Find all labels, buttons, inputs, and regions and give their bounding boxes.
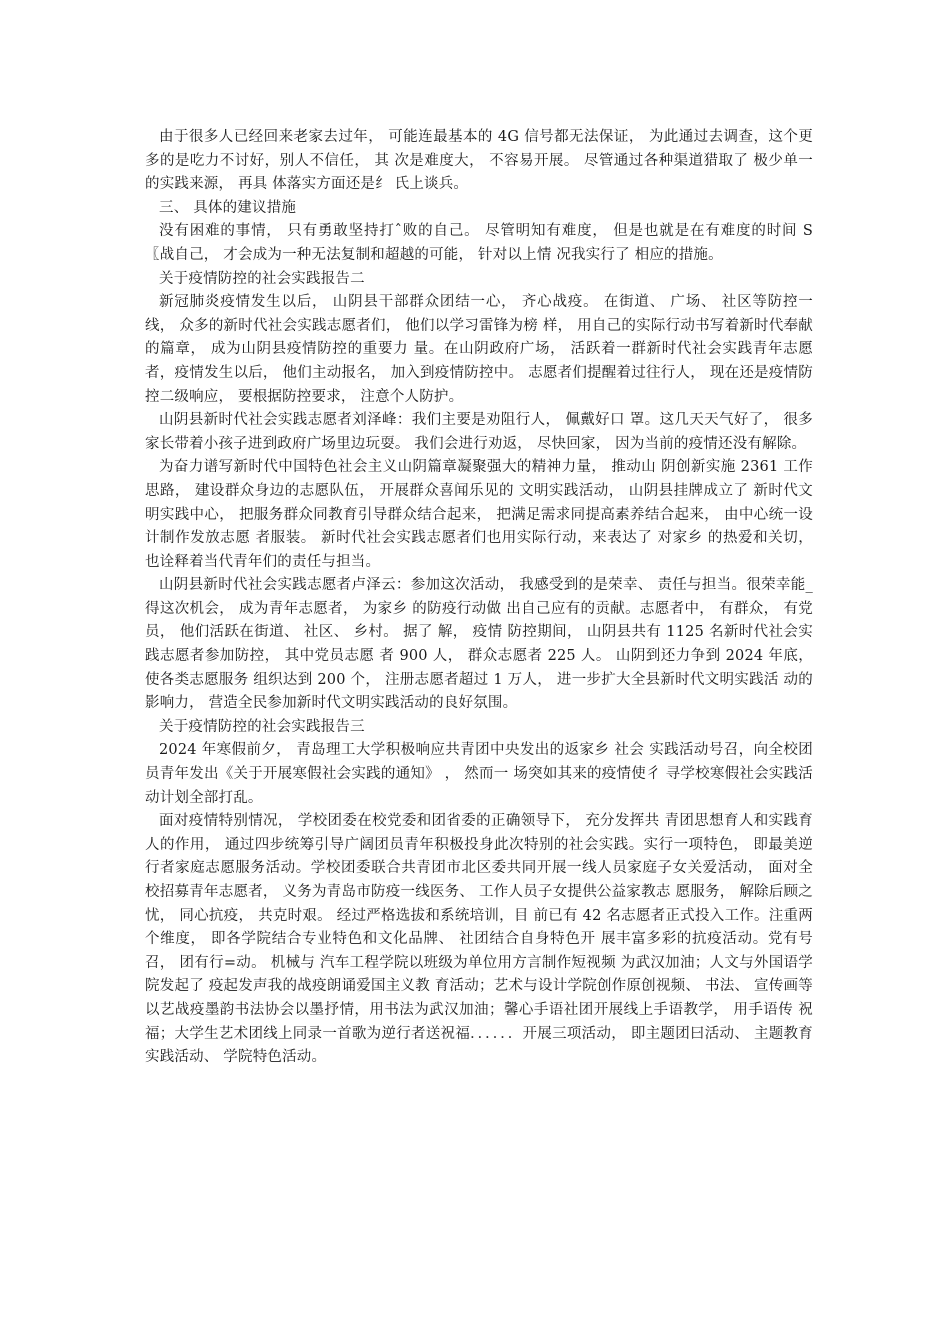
paragraph-intro-difficulty: 由于很多人已经回来老家去过年， 可能连最基本的 4G 信号都无法保证， 为此通过去调查，这个更多的是吃力不讨好，别人不信任， 其 次是难度大， 不容易开展。 尽管通过各种渠道猎取了 极少单一的实践来源， 再具 体落实方面还是纟 氏上谈兵。 — [145, 129, 813, 193]
paragraph-lu-zeyun-quote: 山阴县新时代社会实践志愿者卢泽云：参加这次活动， 我感受到的是荣幸、 责任与担当。很荣幸能_得这次机会， 成为青年志愿者， 为家乡 的防疫行动做 出自己应有的贡献。志愿者中， 有群众， 有党员， 他们活跃在街道、 社区、 乡村。 据了 解， 疫情 防控期间， 山阴县共有 1125 名新时代社会实践志愿者参加防控， 其中党员志愿 者 900 人， 群众志愿者 225 人。 山阴到还力争到 2024 年底， 使各类志愿服务 组织达到 200 个， 注册志愿者超过 1 万人， 进一步扩大全县新时代文明实践活 动的影响力， 营造全民参加新时代文明实践活动的良好氛围。 — [145, 577, 813, 712]
section-heading-suggestions: 三、 具体的建议措施 — [159, 199, 297, 216]
report-title-two: 关于疫情防控的社会实践报告二 — [159, 270, 365, 287]
paragraph-civilization-center: 为奋力谱写新时代中国特色社会主义山阴篇章凝聚强大的精神力量， 推动山 阴创新实施 2361 工作思路， 建设群众身边的志愿队伍， 开展群众喜闻乐见的 文明实践活动， 山阴县挂牌成立了 新时代文明实践中心， 把服务群众同教育引导群众结合起来， 把满足需求同提高素养结合起来， 由中心统一设计制作发放志愿 者服装。 新时代社会实践志愿者们也用实际行动，来表达了 对家乡 的热爱和关切， 也诠释着当代青年们的责任与担当。 — [145, 459, 813, 570]
paragraph-league-activities: 面对疫情特别情况， 学校团委在校党委和团省委的正确领导下， 充分发挥共 青团思想育人和实践育人的作用， 通过四步统筹引导广阔团员青年积极投身此次特别的社会实践。实行一项特色， 即最美逆行者家庭志愿服务活动。学校团委联合共青团市北区委共同开展一线人员家庭子女关爱活动， 面对全 校招募青年志愿者， 义务为青岛市防疫一线医务、 工作人员子女提供公益家教志 愿服务， 解除后顾之忧， 同心抗疫， 共克时艰。 经过严格选拔和系统培训，目 前已有 42 名志愿者正式投入工作。注重两个维度， 即各学院结合专业特色和文化品牌、 社团结合自身特色开 展丰富多彩的抗疫活动。党有号召， 团有行=动。 机械与 汽车工程学院以班级为单位用方言制作短视频 为武汉加油；人文与外国语学院发起了 疫起发声我的战疫朗诵爱国主义教 育活动；艺术与设计学院创作原创视频、 书法、 宣传画等以艺战疫墨韵书法协会以墨抒情，用书法为武汉加油；馨心手语社团开展线上手语教学， 用手语传 祝福；大学生艺术团线上同录一首歌为逆行者送祝福．．．．．．开展三项活动， 即主题团曰活动、 主题教育实践活动、 学院特色活动。 — [145, 813, 813, 1066]
paragraph-shanyin-volunteers: 新冠肺炎疫情发生以后， 山阴县干部群众团结一心， 齐心战疫。 在街道、 广场、 社区等防控一线， 众多的新时代社会实践志愿者们， 他们以学习雷锋为榜 样， 用自己的实际行动书写着新时代奉献的篇章， 成为山阴县疫情防控的重要力 量。在山阴政府广场， 活跃着一群新时代社会实践青年志愿者，疫情发生以后， 他们主动报名， 加入到疫情防控中。 志愿者们提醒着过往行人， 现在还是疫情防 控二级响应， 要根据防控要求， 注意个人防护。 — [145, 294, 813, 405]
paragraph-qingdao-winter-break: 2024 年寒假前夕， 青岛理工大学积极响应共青团中央发出的返家乡 社会 实践活动号召，向全校团员青年发出《关于开展寒假社会实践的通知》 ， 然而一 场突如其来的疫情使彳 寻学校寒假社会实践活动计划全部打乱。 — [145, 742, 813, 806]
paragraph-challenge-self: 没有困难的事情， 只有勇敢坚持打ˆ败的自己。 尽管明知有难度， 但是也就是在有难度的时间 S〖战自己， 才会成为一种无法复制和超越的可能， 针对以上情 况我实行了 相应的措施。 — [145, 223, 813, 263]
report-title-three: 关于疫情防控的社会实践报告三 — [159, 718, 365, 735]
paragraph-liu-zefeng-quote: 山阴县新时代社会实践志愿者刘泽峰：我们主要是劝阻行人， 佩戴好口 罩。这几天天气好了， 很多家长带着小孩子进到政府广场里边玩耍。 我们会进行劝返， 尽快回家， 因为当前的疫情还没有解除。 — [145, 412, 813, 452]
document-body — [145, 126, 813, 1070]
